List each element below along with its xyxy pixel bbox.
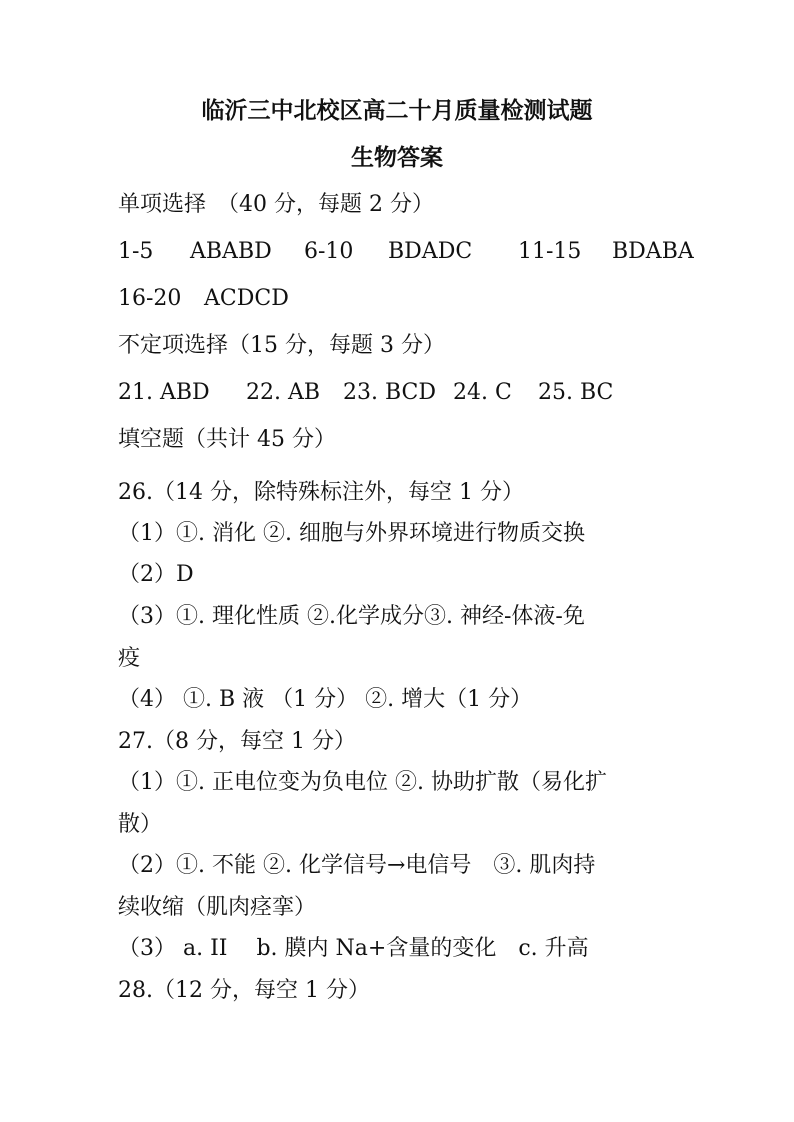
page-subtitle: 生物答案 [351,144,443,171]
answer-line: （3） a. II b. 膜内 Na+含量的变化 c. 升高 [118,936,589,961]
page-title: 临沂三中北校区高二十月质量检测试题 [201,97,593,124]
range-label: 11-15 [518,239,582,264]
answer-line: 疫 [118,646,141,671]
answer-value: ACDCD [204,286,289,311]
answer-line: （1）①. 消化 ②. 细胞与外界环境进行物质交换 [118,521,585,546]
range-label: 1-5 [118,239,154,264]
answer-item: 24. C [453,380,512,405]
answer-line: 续收缩（肌肉痉挛） [118,895,317,920]
answer-line: （1）①. 正电位变为负电位 ②. 协助扩散（易化扩 [118,770,607,795]
answer-row-21-25 [118,379,718,407]
question-26-heading: 26.（14 分，除特殊标注外，每空 1 分） [118,480,524,505]
answer-row-16-20 [118,285,418,313]
section-heading-multi-choice: 不定项选择（15 分，每题 3 分） [118,333,445,358]
answer-line: （4） ①. B 液 （1 分） ②. 增大（1 分） [118,687,533,712]
question-28-heading: 28.（12 分，每空 1 分） [118,978,370,1003]
question-27-heading: 27.（8 分，每空 1 分） [118,729,356,754]
range-label: 16-20 [118,286,182,311]
answer-row-1-15 [118,238,778,266]
section-heading-single-choice: 单项选择 （40 分，每题 2 分） [118,192,434,217]
answer-item: 25. BC [538,380,614,405]
answer-value: ABABD [190,239,272,264]
range-label: 6-10 [304,239,354,264]
answer-item: 22. AB [246,380,321,405]
answer-value: BDABA [612,239,694,264]
answer-line: （2）①. 不能 ②. 化学信号→电信号 ③. 肌肉持 [118,853,596,878]
section-heading-fill-in: 填空题（共计 45 分） [118,427,336,452]
answer-item: 21. ABD [118,380,210,405]
answer-line: 散） [118,812,163,837]
answer-value: BDADC [388,239,473,264]
answer-line: （2）D [118,562,194,587]
answer-line: （3）①. 理化性质 ②.化学成分③. 神经-体液-免 [118,604,585,629]
answer-item: 23. BCD [343,380,437,405]
